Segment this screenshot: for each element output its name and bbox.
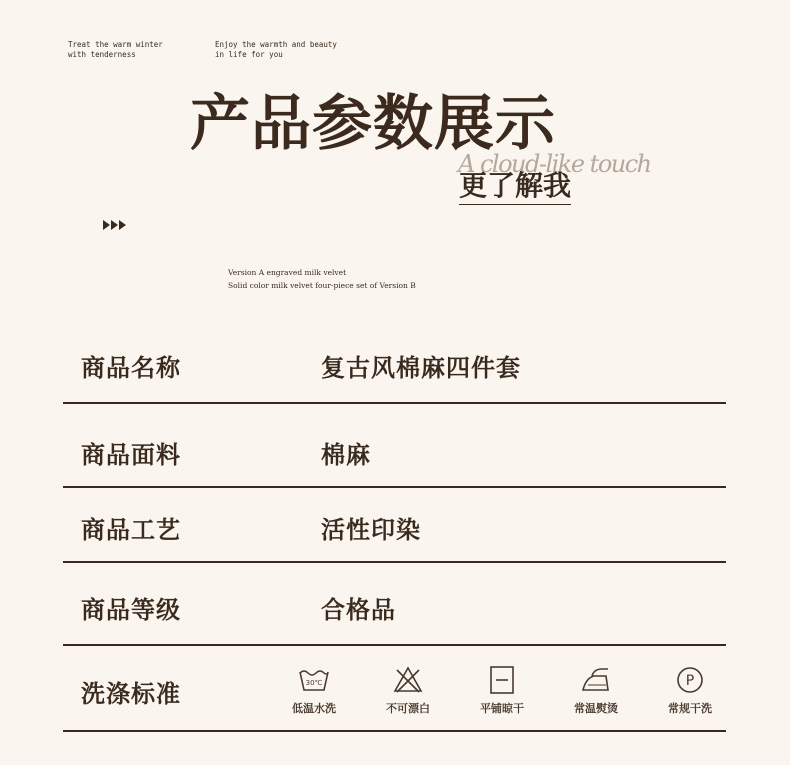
spec-value: 活性印染: [321, 515, 421, 544]
spec-label: 商品工艺: [81, 515, 181, 544]
version-line-a: Version A engraved milk velvet: [228, 268, 347, 277]
care-item-dry-clean: [643, 664, 737, 716]
low-temp-wash-icon: [296, 664, 332, 696]
iron-icon: [578, 664, 614, 696]
care-caption: 平铺晾干: [480, 702, 524, 715]
care-icons: [267, 664, 737, 716]
page-title: 产品参数展示: [190, 89, 556, 159]
tagline-left: Treat the warm winter with tenderness: [68, 40, 163, 59]
no-bleach-icon: [390, 664, 426, 696]
spec-table: [63, 320, 726, 732]
dry-clean-icon: [672, 664, 708, 696]
spec-row-name: [63, 320, 726, 404]
care-item-no-bleach: [361, 664, 455, 716]
care-label: 洗涤标准: [81, 679, 181, 708]
spec-value: 复古风棉麻四件套: [321, 353, 521, 382]
flat-dry-icon: [484, 664, 520, 696]
care-item-low-temp-wash: [267, 664, 361, 716]
spec-label: 商品名称: [81, 353, 181, 382]
version-description: [228, 266, 416, 292]
care-caption: 低温水洗: [292, 702, 336, 715]
care-caption: 不可漂白: [386, 702, 430, 715]
tagline-right: Enjoy the warmth and beauty in life for you: [215, 40, 337, 59]
script-caption: A cloud-like touch: [458, 150, 651, 178]
spec-row-craft: [63, 488, 726, 563]
spec-value: 棉麻: [321, 440, 371, 469]
version-line-b: Solid color milk velvet four-piece set of Version B: [228, 281, 416, 290]
spec-row-care: [63, 646, 726, 732]
triple-arrow-icon: [103, 220, 126, 230]
spec-value: 合格品: [321, 595, 396, 624]
page-subtitle: 更了解我: [459, 168, 571, 205]
care-item-flat-dry: [455, 664, 549, 716]
spec-label: 商品等级: [81, 595, 181, 624]
spec-label: 商品面料: [81, 440, 181, 469]
spec-row-fabric: [63, 404, 726, 488]
dry-clean-letter: P: [685, 673, 695, 689]
spec-row-grade: [63, 563, 726, 646]
care-caption: 常规干洗: [668, 702, 712, 715]
care-item-iron: [549, 664, 643, 716]
care-caption: 常温熨烫: [574, 702, 618, 715]
wash-temp-label: 30℃: [305, 679, 323, 687]
